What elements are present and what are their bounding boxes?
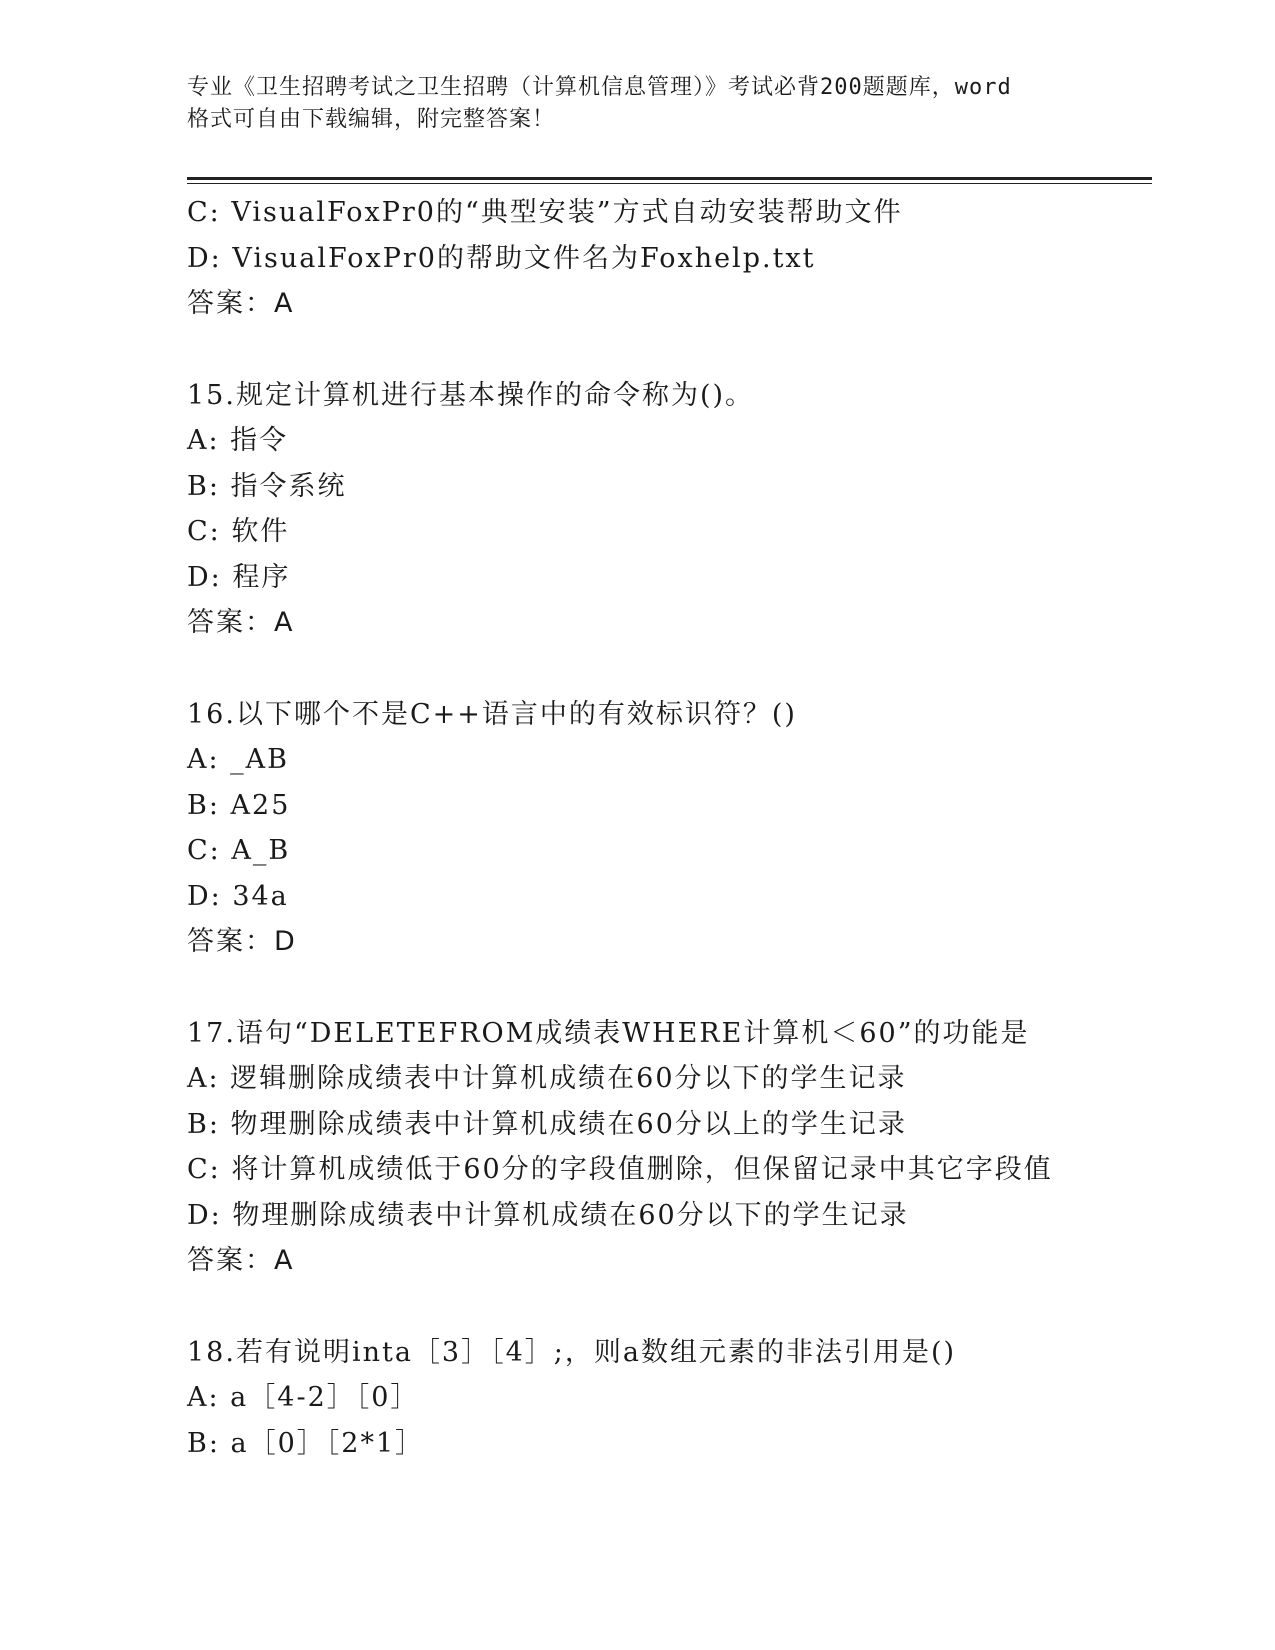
answer-label: 答案：A: [187, 1245, 295, 1276]
question-stem: 16.以下哪个不是C++语言中的有效标识符？(): [187, 698, 797, 730]
question-list: [187, 190, 1147, 1466]
header-divider-thick: [187, 177, 1152, 180]
question-stem: 18.若有说明inta［3］［4］;，则a数组元素的非法引用是(): [187, 1336, 957, 1368]
option-b: B: 指令系统: [187, 470, 347, 502]
header-line-1: 专业《卫生招聘考试之卫生招聘（计算机信息管理）》考试必背200题题库，word: [187, 75, 1012, 100]
header-divider-thin: [187, 183, 1152, 184]
option-d: D: 程序: [187, 561, 291, 593]
option-c: C: VisualFoxPr0的“典型安装”方式自动安装帮助文件: [187, 197, 903, 228]
question-16: [187, 692, 1147, 965]
question-15: [187, 373, 1147, 646]
option-d: D: 物理删除成绩表中计算机成绩在60分以下的学生记录: [187, 1199, 909, 1231]
option-a: A: a［4-2］［0］: [187, 1382, 420, 1413]
option-c: C: 软件: [187, 516, 290, 547]
option-d: D: 34a: [187, 880, 289, 912]
option-a: A: 指令: [187, 425, 289, 456]
question-17: [187, 1011, 1147, 1284]
option-b: B: A25: [187, 789, 291, 821]
option-c: C: A_B: [187, 835, 291, 866]
option-d: D: VisualFoxPr0的帮助文件名为Foxhelp.txt: [187, 242, 816, 274]
option-b: B: a［0］［2*1］: [187, 1427, 425, 1459]
option-a: A: 逻辑删除成绩表中计算机成绩在60分以下的学生记录: [187, 1063, 907, 1094]
option-a: A: _AB: [187, 744, 290, 775]
answer-label: 答案：D: [187, 926, 297, 957]
document-header: [187, 72, 1087, 136]
question-stem: 15.规定计算机进行基本操作的命令称为()。: [187, 379, 755, 411]
answer-label: 答案：A: [187, 288, 295, 319]
option-c: C: 将计算机成绩低于60分的字段值删除，但保留记录中其它字段值: [187, 1154, 1053, 1185]
header-line-2: 格式可自由下载编辑，附完整答案！: [187, 107, 556, 132]
option-b: B: 物理删除成绩表中计算机成绩在60分以上的学生记录: [187, 1108, 907, 1140]
answer-label: 答案：A: [187, 607, 295, 638]
question-18: [187, 1330, 1147, 1467]
question-stem: 17.语句“DELETEFROM成绩表WHERE计算机＜60”的功能是: [187, 1017, 1030, 1049]
question-14-partial: [187, 190, 1147, 327]
